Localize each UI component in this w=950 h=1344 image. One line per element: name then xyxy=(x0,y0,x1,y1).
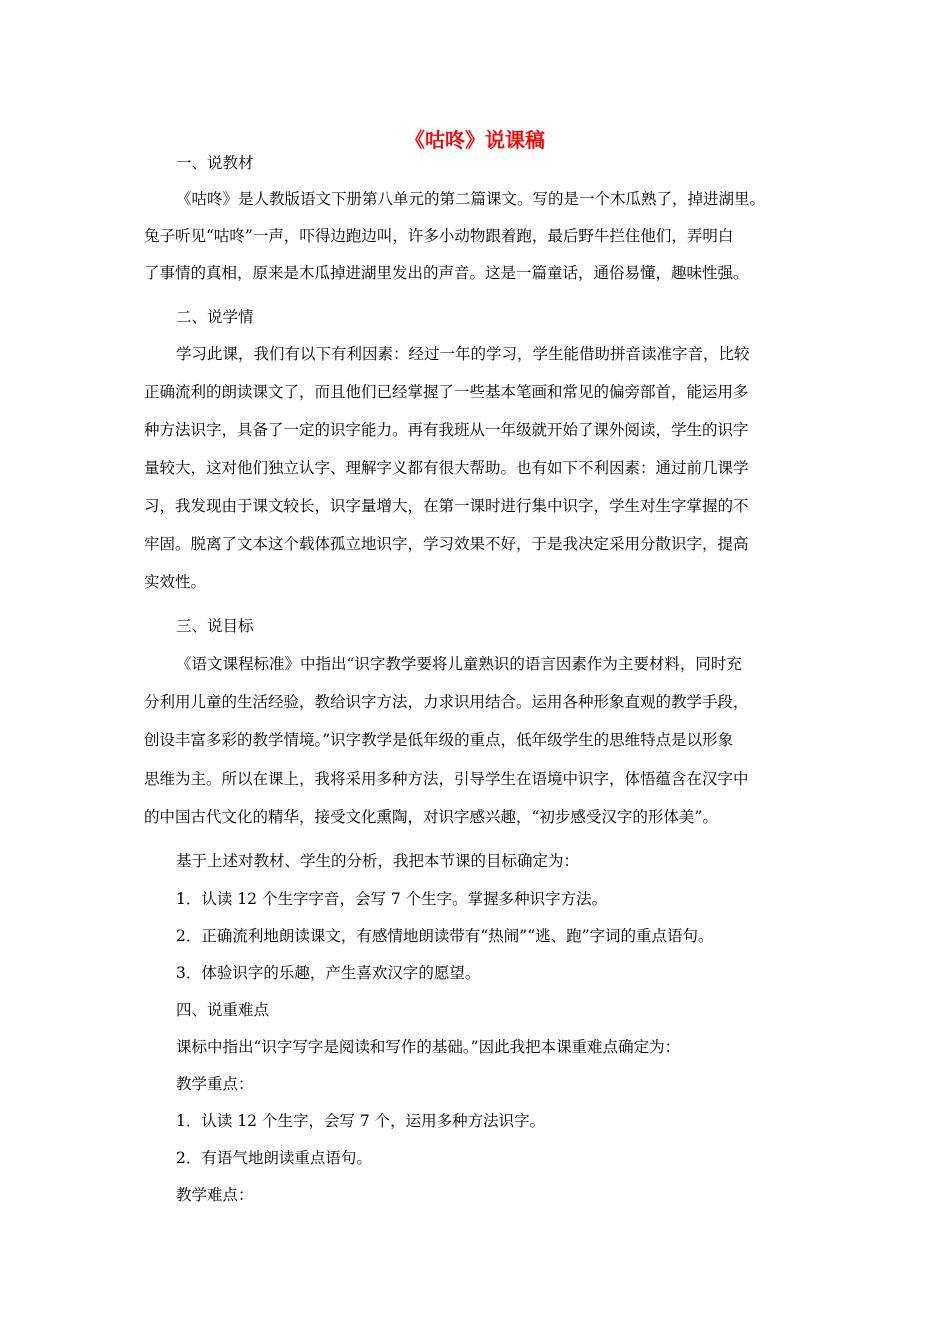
paragraph-line: 《咕咚》是人教版语文下册第八单元的第二篇课文。写的是一个木瓜熟了，掉进湖里。 xyxy=(176,190,766,208)
paragraph-line: 的中国古代文化的精华，接受文化熏陶，对识字感兴趣，“初步感受汉字的形体美”。 xyxy=(144,808,718,826)
paragraph-line: 基于上述对教材、学生的分析，我把本节课的目标确定为： xyxy=(176,852,580,870)
paragraph-line: 创设丰富多彩的教学情境。”识字教学是低年级的重点，低年级学生的思维特点是以形象 xyxy=(144,731,734,749)
paragraph-line: 学习此课，我们有以下有利因素：经过一年的学习，学生能借助拼音读准字音，比较 xyxy=(176,345,750,363)
subheading-difficulties: 教学难点： xyxy=(176,1186,254,1204)
paragraph-line: 《语文课程标准》中指出“识字教学要将儿童熟识的语言因素作为主要材料，同时充 xyxy=(176,655,742,673)
key-point-item-2: 2．有语气地朗读重点语句。 xyxy=(176,1149,372,1167)
goal-item-3: 3．体验识字的乐趣，产生喜欢汉字的愿望。 xyxy=(176,964,481,982)
paragraph-line: 正确流利的朗读课文了，而且他们已经掌握了一些基本笔画和常见的偏旁部首，能运用多 xyxy=(144,383,749,401)
paragraph-line: 分利用儿童的生活经验，教给识字方法，力求识用结合。运用各种形象直观的教学手段， xyxy=(144,693,749,711)
paragraph-line: 牢固。脱离了文本这个载体孤立地识字，学习效果不好，于是我决定采用分散识字，提高 xyxy=(144,535,749,553)
paragraph-line: 习，我发现由于课文较长，识字量增大，在第一课时进行集中识字，学生对生字掌握的不 xyxy=(144,497,749,515)
paragraph-line: 实效性。 xyxy=(144,573,207,591)
section-heading-textbook: 一、说教材 xyxy=(176,154,254,172)
document-title: 《咕咚》说课稿 xyxy=(405,128,545,152)
section-heading-key-points: 四、说重难点 xyxy=(176,1001,270,1019)
section-heading-students: 二、说学情 xyxy=(176,308,254,326)
goal-item-2: 2．正确流利地朗读课文，有感情地朗读带有“热闹”“逃、跑”字词的重点语句。 xyxy=(176,927,714,945)
subheading-key-points: 教学重点： xyxy=(176,1075,254,1093)
key-point-item-1: 1．认读 12 个生字，会写 7 个，运用多种方法识字。 xyxy=(176,1112,546,1130)
paragraph-line: 种方法识字，具备了一定的识字能力。再有我班从一年级就开始了课外阅读，学生的识字 xyxy=(144,421,749,439)
paragraph-line: 量较大，这对他们独立认字、理解字义都有很大帮助。也有如下不利因素：通过前几课学 xyxy=(144,459,749,477)
paragraph-line: 兔子听见“咕咚”一声，吓得边跑边叫，许多小动物跟着跑，最后野牛拦住他们，弄明白 xyxy=(144,227,734,245)
paragraph-line: 思维为主。所以在课上，我将采用多种方法，引导学生在语境中识字，体悟蕴含在汉字中 xyxy=(144,770,749,788)
goal-item-1: 1．认读 12 个生字字音，会写 7 个生字。掌握多种识字方法。 xyxy=(176,890,608,908)
paragraph-line: 课标中指出“识字写字是阅读和写作的基础。”因此我把本课重难点确定为： xyxy=(176,1038,681,1056)
paragraph-line: 了事情的真相，原来是木瓜掉进湖里发出的声音。这是一篇童话，通俗易懂，趣味性强。 xyxy=(144,264,749,282)
section-heading-goals: 三、说目标 xyxy=(176,617,254,635)
